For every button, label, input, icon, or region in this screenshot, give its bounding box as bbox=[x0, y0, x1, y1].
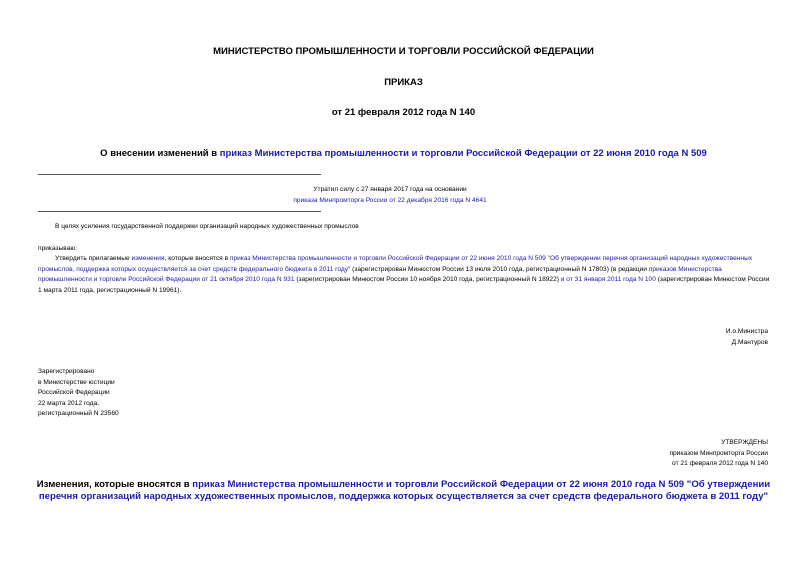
approval-order: приказом Минпромторга России bbox=[669, 449, 768, 457]
registration-block bbox=[38, 367, 119, 420]
status-line: Утратил силу с 27 января 2017 года на основании bbox=[313, 186, 467, 193]
status-repeal-link[interactable]: приказа Минпромторга России от 22 декабря 2016 года N 4641 bbox=[293, 196, 487, 204]
p1-text-b: , которые вносятся в bbox=[164, 255, 230, 262]
main-paragraph bbox=[38, 254, 770, 296]
amendment-931-link[interactable]: приказов Министерства промышленности и торговли Российской Федерации от 21 октября 2010 года N 931 bbox=[38, 265, 722, 283]
signatory-name: Д.Мантуров bbox=[731, 338, 768, 346]
signature-block bbox=[560, 327, 768, 348]
registration-line: Российской Федерации bbox=[38, 389, 110, 396]
document-title bbox=[0, 148, 807, 159]
order-word: приказываю: bbox=[38, 245, 78, 252]
title-prefix: О внесении изменений в bbox=[100, 148, 220, 159]
signatory-position: И.о.Министра bbox=[725, 328, 768, 335]
approval-block bbox=[560, 438, 768, 470]
doc-date-heading: от 21 февраля 2012 года N 140 bbox=[331, 107, 476, 118]
registration-line: в Министерстве юстиции bbox=[38, 378, 115, 386]
divider-bottom bbox=[38, 211, 321, 212]
intro-paragraph: В целях усиления государственной поддержки организаций народных художественных промыслов bbox=[55, 223, 359, 230]
p1-text-c: (зарегистрирован Минюстом России 13 июля 2010 года, регистрационный N 17803) (в редакции bbox=[350, 265, 649, 273]
status-note bbox=[180, 185, 600, 206]
divider-top bbox=[38, 174, 321, 175]
changes-link[interactable]: изменения bbox=[131, 255, 165, 262]
p1-text-e: (зарегистрирован Минюстом России 1 марта 2011 года, регистрационный N 19961). bbox=[38, 276, 770, 294]
doc-type-heading: ПРИКАЗ bbox=[384, 77, 423, 88]
ministry-heading: МИНИСТЕРСТВО ПРОМЫШЛЕННОСТИ И ТОРГОВЛИ РОССИЙСКОЙ ФЕДЕРАЦИИ bbox=[213, 46, 594, 57]
registration-line: Зарегистрировано bbox=[38, 368, 95, 375]
appendix-order-link[interactable]: приказ Министерства промышленности и торговли Российской Федерации от 22 июня 2010 года N 509 "Об утверждении перечня организаций народных художественных промыслов, поддержка которых осуществляется за счет средств федерального бюджета в 2011 году" bbox=[38, 479, 771, 502]
amendment-100-link[interactable]: и от 31 января 2011 года N 100 bbox=[560, 276, 656, 283]
title-order-link[interactable]: приказ Министерства промышленности и торговли Российской Федерации от 22 июня 2010 года N 509 bbox=[219, 148, 707, 159]
registration-line: регистрационный N 23560 bbox=[38, 410, 119, 417]
registration-line: 22 марта 2012 года, bbox=[38, 399, 99, 407]
p1-text-d: (зарегистрирован Минюстом России 10 ноября 2010 года, регистрационный N 18922) bbox=[294, 276, 561, 283]
appendix-title-prefix: Изменения, которые вносятся в bbox=[36, 479, 193, 490]
order-509-link[interactable]: приказ Министерства промышленности и торговли Российской Федерации от 22 июня 2010 года N 509 "Об утверждении перечня организаций народных художественных промыслов, поддержка которых осуществляется за счет средств федерального бюджета в 2011 году" bbox=[38, 255, 753, 273]
p1-text-a: Утвердить прилагаемые bbox=[55, 255, 132, 262]
appendix-title bbox=[30, 479, 777, 503]
approval-title: УТВЕРЖДЕНЫ bbox=[721, 439, 768, 446]
approval-date: от 21 февраля 2012 года N 140 bbox=[672, 460, 768, 467]
